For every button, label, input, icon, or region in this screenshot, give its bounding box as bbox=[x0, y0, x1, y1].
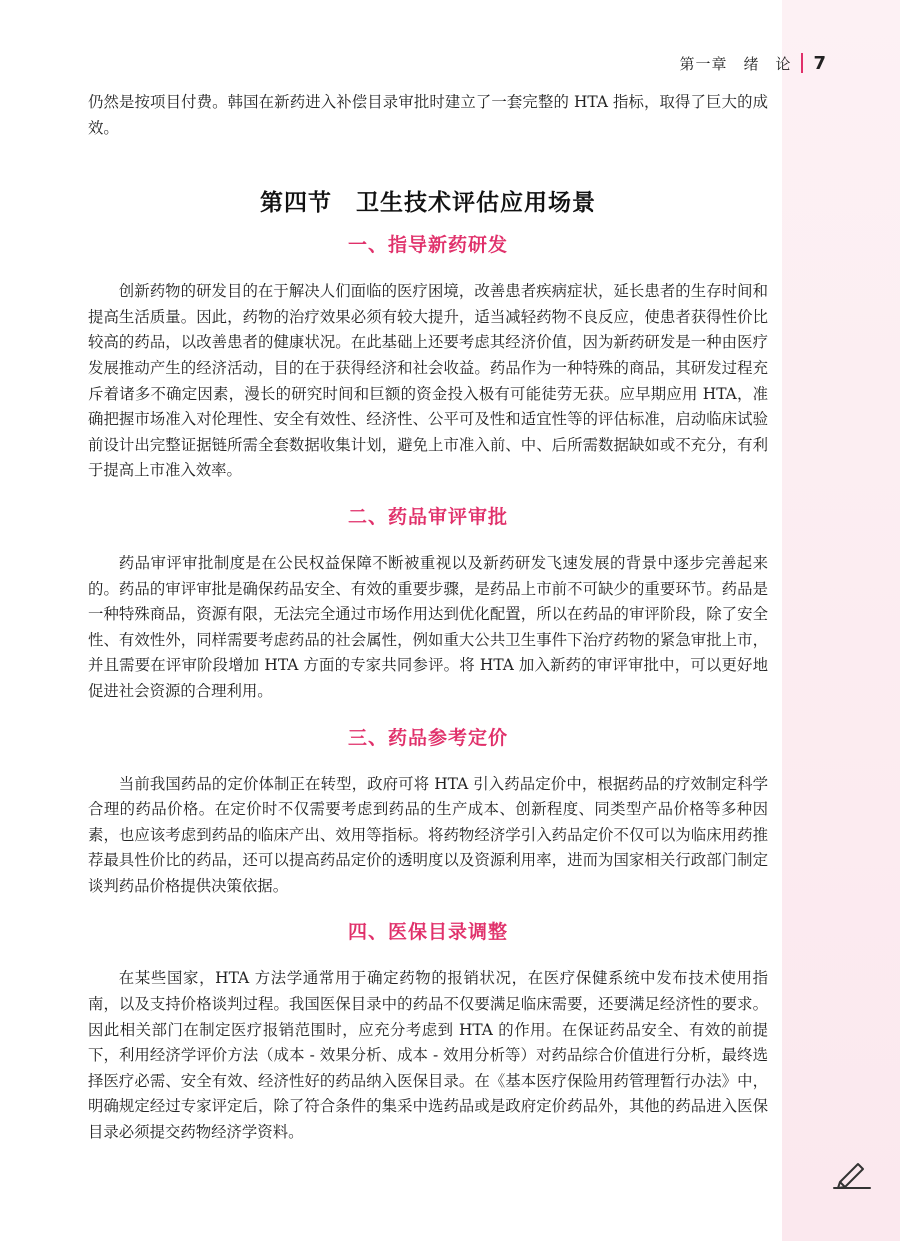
chapter-title: 第一章 绪 论 bbox=[679, 54, 792, 73]
page-number: 7 bbox=[813, 52, 826, 74]
subsection-text-2: 药品审评审批制度是在公民权益保障不断被重视以及新药研发飞速发展的背景中逐步完善起来的。药品的审评审批是确保药品安全、有效的重要步骤，是药品上市前不可缺少的重要环节。药品是一种特殊商品，资源有限，无法完全通过市场作用达到优化配置，所以在药品的审评阶段，除了安全性、有效性外，同样需要考虑药品的社会属性，例如重大公共卫生事件下治疗药物的紧急审批上市，并且需要在评审阶段增加 HTA 方面的专家共同参评。将 HTA 加入新药的审评审批中，可以更好地促进社会资源的合理利用。 bbox=[88, 553, 768, 700]
header-divider bbox=[801, 53, 803, 73]
subsection-title-4: 四、医保目录调整 bbox=[347, 921, 508, 944]
subsection-text-3: 当前我国药品的定价体制正在转型，政府可将 HTA 引入药品定价中，根据药品的疗效制定科学合理的药品价格。在定价时不仅需要考虑到药品的生产成本、创新程度、同类型产品价格等多种因素，也应该考虑到药品的临床产出、效用等指标。将药物经济学引入药品定价不仅可以为临床用药推荐最具性价比的药品，还可以提高药品定价的透明度以及资源利用率，进而为国家相关行政部门制定谈判药品价格提供决策依据。 bbox=[88, 774, 768, 895]
subsection-title-1: 一、指导新药研发 bbox=[347, 234, 508, 257]
subsection-text-1: 创新药物的研发目的在于解决人们面临的医疗困境，改善患者疾病症状，延长患者的生存时间和提高生活质量。因此，药物的治疗效果必须有较大提升，适当减轻药物不良反应，使患者获得性价比较高的药品，以改善患者的健康状况。在此基础上还要考虑其经济价值，因为新药研发是一种由医疗发展推动产生的经济活动，目的在于获得经济和社会收益。药品作为一种特殊的商品，其研发过程充斥着诸多不确定因素，漫长的研究时间和巨额的资金投入极有可能徒劳无获。应早期应用 HTA，准确把握市场准入对伦理性、安全有效性、经济性、公平可及性和适宜性等的评估标准，启动临床试验前设计出完整证据链所需全套数据收集计划，避免上市准入前、中、后所需数据缺如或不充分，有利于提高上市准入效率。 bbox=[88, 282, 768, 480]
section-title: 第四节 卫生技术评估应用场景 bbox=[260, 190, 596, 217]
intro-paragraph: 仍然是按项目付费。韩国在新药进入补偿目录审批时建立了一套完整的 HTA 指标，取得了巨大的成效。 bbox=[88, 93, 768, 137]
page-content bbox=[88, 90, 768, 1146]
side-band bbox=[782, 0, 900, 1241]
subsection-text-4: 在某些国家，HTA 方法学通常用于确定药物的报销状况，在医疗保健系统中发布技术使用指南，以及支持价格谈判过程。我国医保目录中的药品不仅要满足临床需要，还要满足经济性的要求。因此相关部门在制定医疗报销范围时，应充分考虑到 HTA 的作用。在保证药品安全、有效的前提下，利用经济学评价方法（成本 - 效果分析、成本 - 效用分析等）对药品综合价值进行分析，最终选择医疗必需、安全有效、经济性好的药品纳入医保目录。在《基本医疗保险用药管理暂行办法》中，明确规定经过专家评定后，除了符合条件的集采中选药品或是政府定价药品外，其他的药品进入医保目录必须提交药物经济学资料。 bbox=[88, 969, 768, 1142]
subsection-title-2: 二、药品审评审批 bbox=[347, 505, 508, 528]
page-header bbox=[679, 50, 826, 76]
subsection-title-3: 三、药品参考定价 bbox=[347, 726, 508, 749]
pen-icon bbox=[832, 1158, 872, 1190]
